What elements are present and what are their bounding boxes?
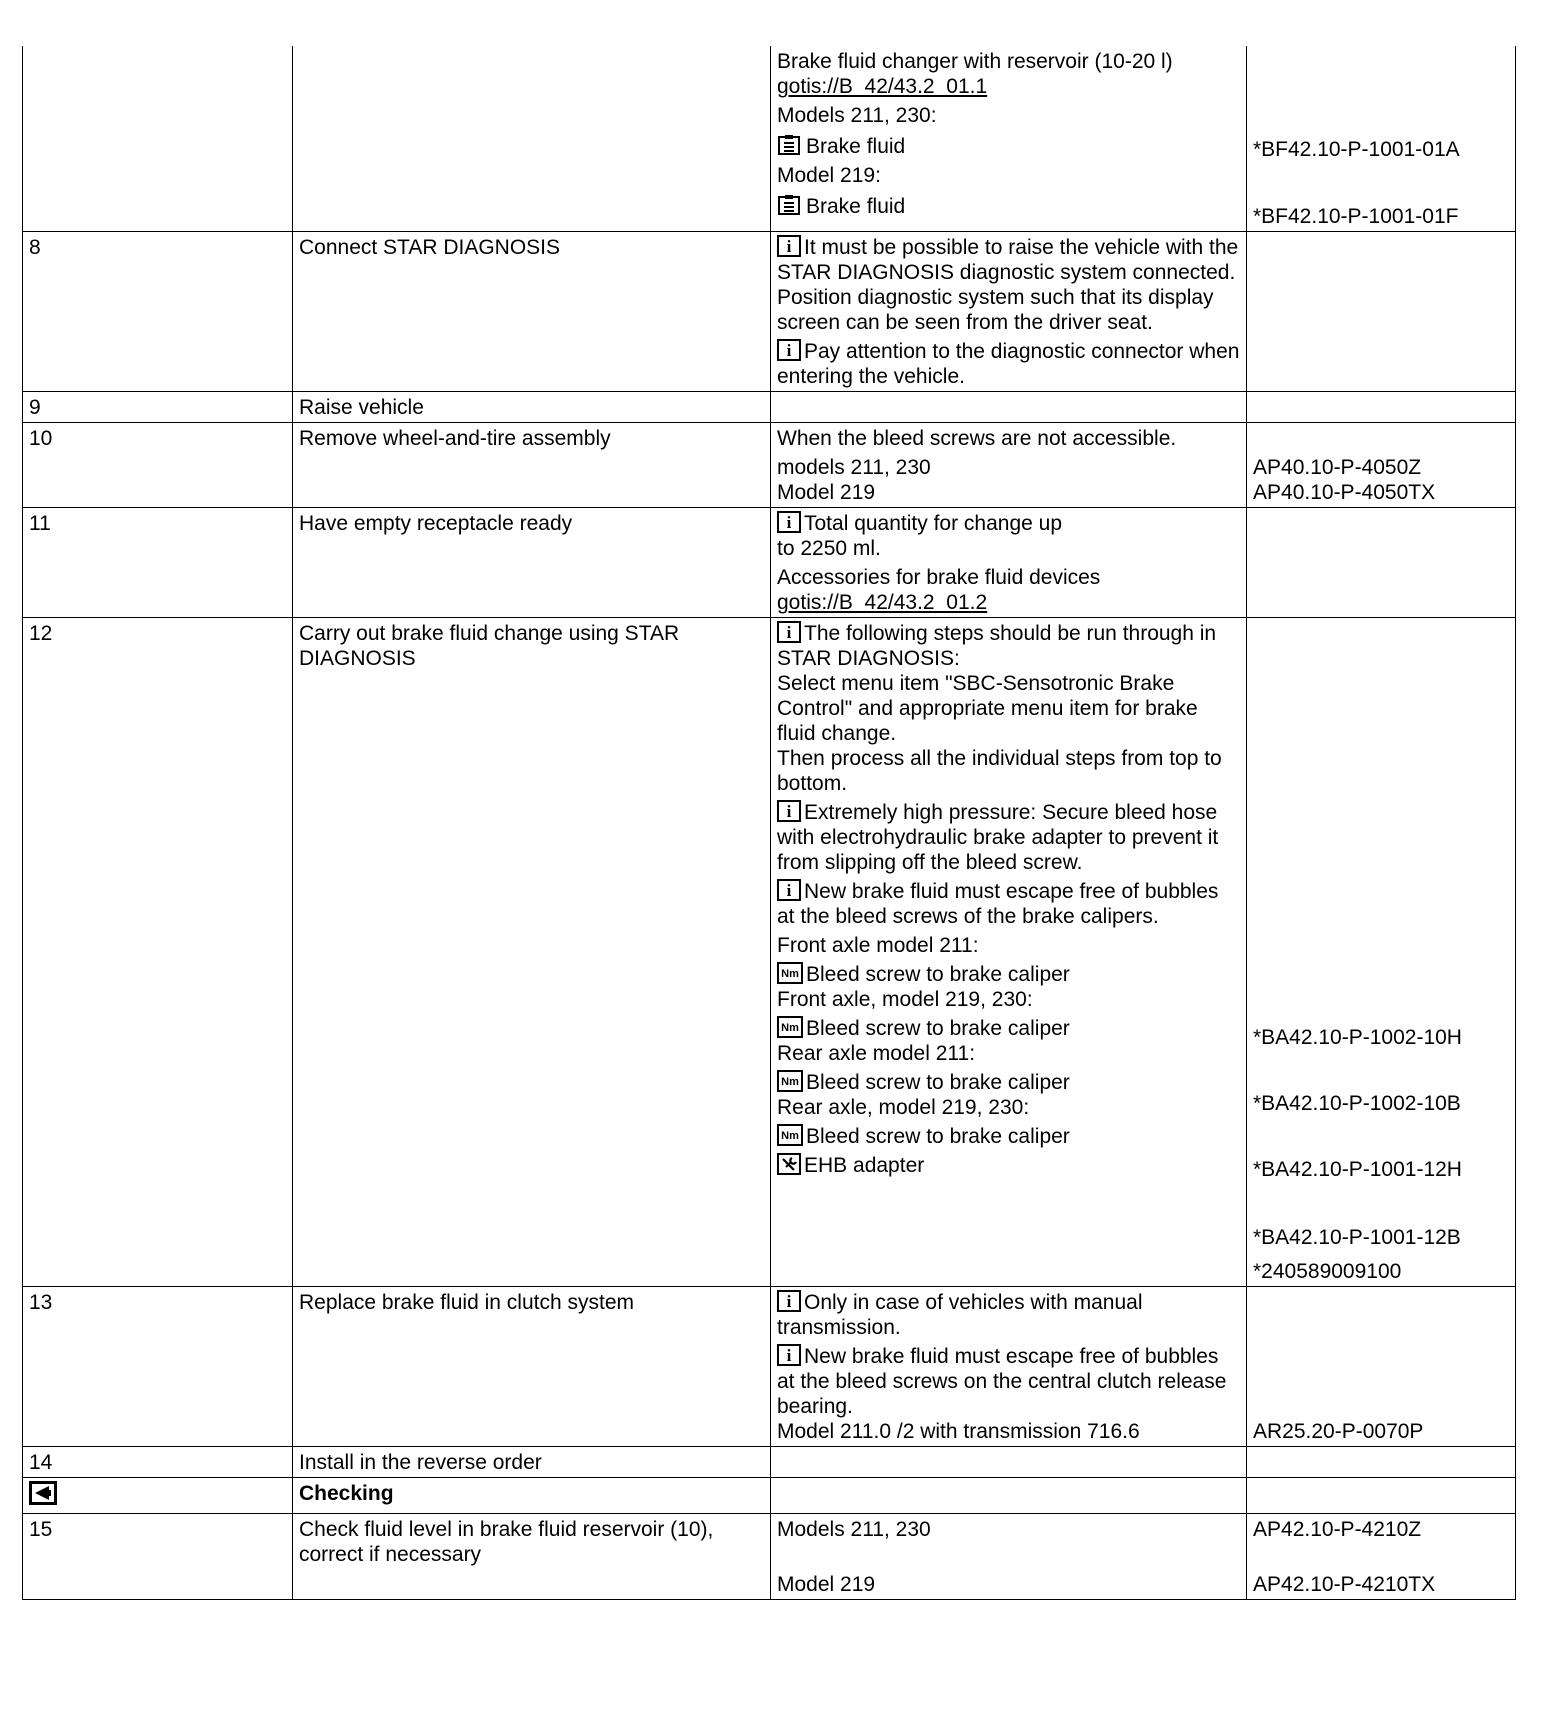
note-text: Position diagnostic system such that its display screen can be seen from the driver seat. (777, 286, 1214, 334)
instruction-cell (771, 232, 1247, 392)
step-number-cell: 10 (23, 423, 293, 508)
reference-cell (1247, 1447, 1516, 1478)
instruction-cell (771, 46, 1247, 232)
reference-cell (1247, 508, 1516, 618)
reference-link[interactable]: *BF42.10-P-1001-01F (1253, 205, 1459, 228)
special-tool-icon (777, 1153, 801, 1175)
instruction-text: Front axle model 211: (777, 934, 979, 957)
instruction-text: Brake fluid (806, 195, 906, 218)
instruction-cell (771, 1478, 1247, 1514)
instruction-text: Bleed screw to brake caliper (806, 963, 1070, 986)
reference-link[interactable]: AR25.20-P-0070P (1253, 1420, 1424, 1443)
note-text: It must be possible to raise the vehicle with the STAR DIAGNOSIS diagnostic system connected. (777, 236, 1239, 284)
svg-text:i: i (786, 341, 792, 360)
instruction-text: Accessories for brake fluid devices (777, 566, 1101, 589)
torque-icon (777, 1124, 803, 1146)
table-row (23, 1447, 1516, 1478)
reference-cell (1247, 392, 1516, 423)
info-icon (777, 511, 801, 533)
note-text: New brake fluid must escape free of bubbles at the bleed screws of the brake calipers. (777, 880, 1219, 928)
step-cell: Have empty receptacle ready (293, 508, 771, 618)
note-text: Extremely high pressure: Secure bleed hose with electrohydraulic brake adapter to prevent it from slipping off the bleed screw. (777, 801, 1219, 874)
note-text: The following steps should be run through in STAR DIAGNOSIS: (777, 622, 1217, 670)
table-row (23, 618, 1516, 1287)
instruction-text: Model 219: (777, 164, 881, 187)
operating-fluid-icon (777, 194, 803, 216)
reference-cell (1247, 1478, 1516, 1514)
instruction-text: Model 219 (777, 481, 876, 504)
instruction-text: models 211, 230 (777, 456, 931, 479)
instruction-text: When the bleed screws are not accessible. (777, 427, 1177, 450)
svg-text:i: i (786, 1292, 792, 1311)
step-number-cell (23, 1478, 293, 1514)
note-text: Only in case of vehicles with manual transmission. (777, 1291, 1143, 1339)
table-row (23, 508, 1516, 618)
note-text: Select menu item "SBC-Sensotronic Brake Control" and appropriate menu item for brake fluid change. (777, 672, 1198, 745)
svg-text:i: i (786, 802, 792, 821)
instruction-text: Front axle, model 219, 230: (777, 988, 1033, 1011)
svg-text:i: i (786, 237, 792, 256)
instruction-text: Bleed screw to brake caliper (806, 1071, 1070, 1094)
info-icon (777, 235, 801, 257)
svg-text:i: i (786, 623, 792, 642)
instruction-text: Brake fluid (806, 135, 906, 158)
step-cell: Check fluid level in brake fluid reservoir (10), correct if necessary (293, 1514, 771, 1600)
reference-link[interactable]: *BA42.10-P-1002-10H (1253, 1026, 1462, 1049)
info-icon (777, 621, 801, 643)
table-row (23, 232, 1516, 392)
reference-link[interactable]: *BA42.10-P-1001-12B (1253, 1226, 1461, 1249)
step-number-cell (23, 46, 293, 232)
info-icon (777, 879, 801, 901)
reference-link[interactable]: AP42.10-P-4210TX (1253, 1573, 1436, 1596)
step-cell: Remove wheel-and-tire assembly (293, 423, 771, 508)
procedure-document (22, 46, 1515, 1600)
instruction-text: Bleed screw to brake caliper (806, 1017, 1070, 1040)
reference-link[interactable]: *BF42.10-P-1001-01A (1253, 138, 1460, 161)
step-number-cell: 14 (23, 1447, 293, 1478)
table-row (23, 46, 1516, 232)
svg-text:i: i (786, 513, 792, 532)
instruction-text: Brake fluid changer with reservoir (10-20 l) (777, 50, 1173, 73)
gotis-link[interactable]: gotis://B_42/43.2_01.1 (777, 75, 988, 98)
reference-link[interactable]: *BA42.10-P-1002-10B (1253, 1092, 1461, 1115)
svg-text:Nm: Nm (781, 1130, 799, 1142)
instruction-cell (771, 1514, 1247, 1600)
procedure-table (22, 46, 1516, 1600)
step-number-cell: 13 (23, 1287, 293, 1447)
instruction-text: Rear axle, model 219, 230: (777, 1096, 1030, 1119)
step-number-cell: 9 (23, 392, 293, 423)
svg-text:Nm: Nm (781, 1076, 799, 1088)
instruction-cell (771, 392, 1247, 423)
reference-cell (1247, 46, 1516, 232)
instruction-cell (771, 423, 1247, 508)
step-cell: Replace brake fluid in clutch system (293, 1287, 771, 1447)
step-number-cell: 15 (23, 1514, 293, 1600)
table-row (23, 1514, 1516, 1600)
torque-icon (777, 1070, 803, 1092)
instruction-text: Model 219 (777, 1573, 876, 1596)
reference-cell (1247, 1514, 1516, 1600)
instruction-cell (771, 1447, 1247, 1478)
table-row (23, 1478, 1516, 1514)
info-icon (777, 1344, 801, 1366)
step-cell: Carry out brake fluid change using STAR DIAGNOSIS (293, 618, 771, 1287)
reference-cell (1247, 618, 1516, 1287)
note-text: New brake fluid must escape free of bubbles at the bleed screws on the central clutch release bearing. (777, 1345, 1227, 1418)
instruction-cell (771, 1287, 1247, 1447)
back-arrow-icon[interactable] (29, 1481, 57, 1511)
step-cell: Install in the reverse order (293, 1447, 771, 1478)
reference-link[interactable]: AP40.10-P-4050Z (1253, 456, 1422, 479)
tool-text: EHB adapter (804, 1154, 925, 1177)
instruction-text: Models 211, 230 (777, 1518, 931, 1541)
table-row (23, 1287, 1516, 1447)
operating-fluid-icon (777, 134, 803, 156)
step-cell (293, 46, 771, 232)
step-cell: Raise vehicle (293, 392, 771, 423)
section-heading: Checking (293, 1478, 771, 1514)
instruction-text: Bleed screw to brake caliper (806, 1125, 1070, 1148)
reference-cell (1247, 423, 1516, 508)
reference-link[interactable]: *BA42.10-P-1001-12H (1253, 1158, 1462, 1181)
gotis-link[interactable]: gotis://B_42/43.2_01.2 (777, 591, 988, 614)
note-text: Total quantity for change up to 2250 ml. (777, 512, 1063, 560)
svg-text:i: i (786, 1346, 792, 1365)
step-number-cell: 11 (23, 508, 293, 618)
svg-text:i: i (786, 881, 792, 900)
reference-link[interactable]: AP42.10-P-4210Z (1253, 1518, 1422, 1541)
instruction-cell (771, 618, 1247, 1287)
svg-text:Nm: Nm (781, 1022, 799, 1034)
info-icon (777, 800, 801, 822)
note-text: Pay attention to the diagnostic connector when entering the vehicle. (777, 340, 1240, 388)
instruction-text: Model 211.0 /2 with transmission 716.6 (777, 1420, 1140, 1443)
reference-cell (1247, 232, 1516, 392)
note-text: Then process all the individual steps from top to bottom. (777, 747, 1222, 795)
reference-cell (1247, 1287, 1516, 1447)
step-cell: Connect STAR DIAGNOSIS (293, 232, 771, 392)
reference-link[interactable]: AP40.10-P-4050TX (1253, 481, 1436, 504)
table-row (23, 423, 1516, 508)
info-icon (777, 1290, 801, 1312)
step-number-cell: 8 (23, 232, 293, 392)
instruction-text: Models 211, 230: (777, 104, 937, 127)
info-icon (777, 339, 801, 361)
torque-icon (777, 1016, 803, 1038)
torque-icon (777, 962, 803, 984)
instruction-cell (771, 508, 1247, 618)
reference-link[interactable]: *240589009100 (1253, 1260, 1402, 1283)
step-number-cell: 12 (23, 618, 293, 1287)
svg-text:Nm: Nm (781, 968, 799, 980)
instruction-text: Rear axle model 211: (777, 1042, 976, 1065)
table-row (23, 392, 1516, 423)
